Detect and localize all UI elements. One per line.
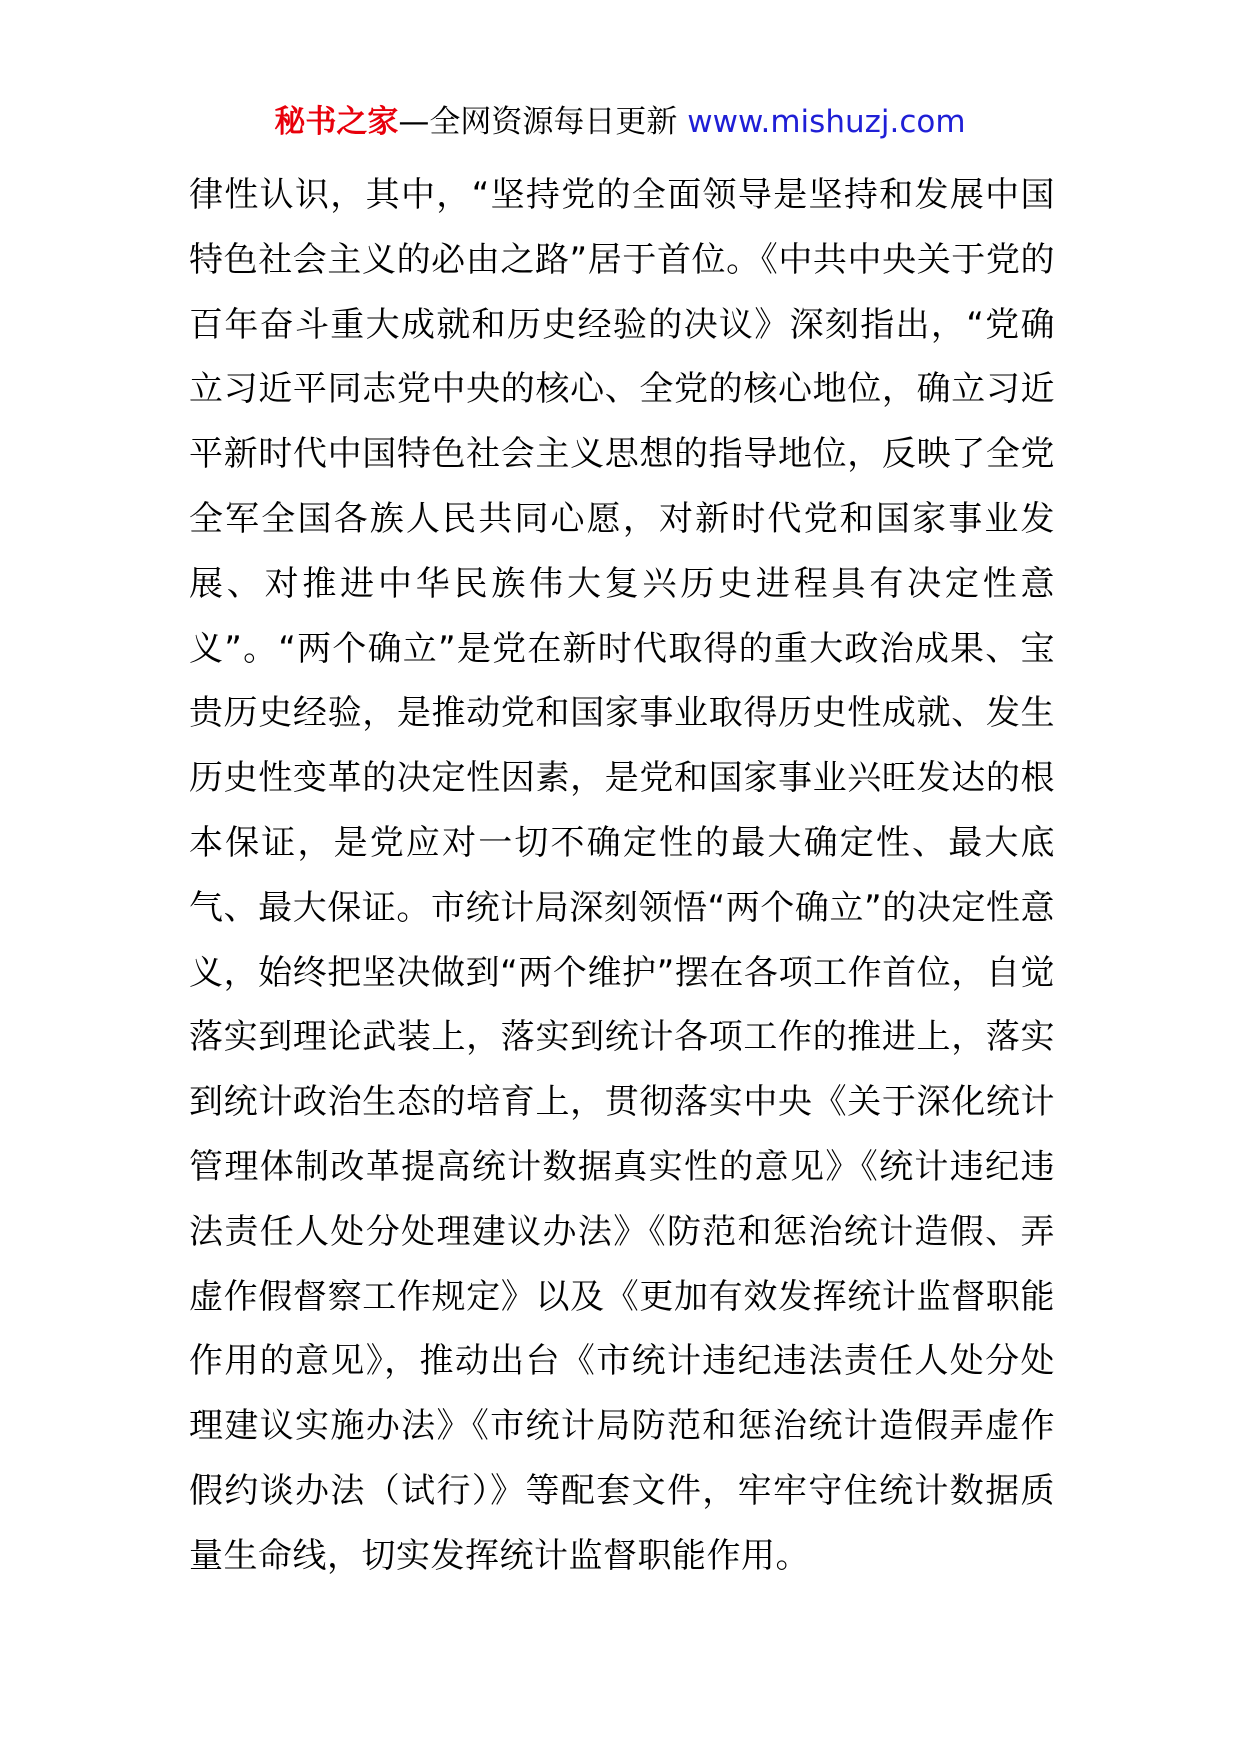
page-header (0, 100, 1240, 144)
website-link[interactable]: www.mishuzj.com (687, 104, 966, 140)
brand-name: 秘书之家 (274, 104, 399, 140)
body-paragraph: 律性认识，其中，“坚持党的全面领导是坚持和发展中国特色社会主义的必由之路”居于首位。《中共中央关于党的百年奋斗重大成就和历史经验的决议》深刻指出，“党确立习近平同志党中央的核心、全党的核心地位，确立习近平新时代中国特色社会主义思想的指导地位，反映了全党全军全国各族人民共同心愿，对新时代党和国家事业发展、对推进中华民族伟大复兴历史进程具有决定性意义”。“两个确立”是党在新时代取得的重大政治成果、宝贵历史经验，是推动党和国家事业取得历史性成就、发生历史性变革的决定性因素，是党和国家事业兴旺发达的根本保证，是党应对一切不确定性的最大确定性、最大底气、最大保证。市统计局深刻领悟“两个确立”的决定性意义，始终把坚决做到“两个维护”摆在各项工作首位，自觉落实到理论武装上，落实到统计各项工作的推进上，落实到统计政治生态的培育上，贯彻落实中央《关于深化统计管理体制改革提高统计数据真实性的意见》《统计违纪违法责任人处分处理建议办法》《防范和惩治统计造假、弄虚作假督察工作规定》以及《更加有效发挥统计监督职能作用的意见》，推动出台《市统计违纪违法责任人处分处理建议实施办法》《市统计局防范和惩治统计造假弄虚作假约谈办法（试行）》等配套文件，牢牢守住统计数据质量生命线，切实发挥统计监督职能作用。 (189, 175, 1055, 1576)
header-tagline: —全网资源每日更新 (398, 104, 678, 140)
